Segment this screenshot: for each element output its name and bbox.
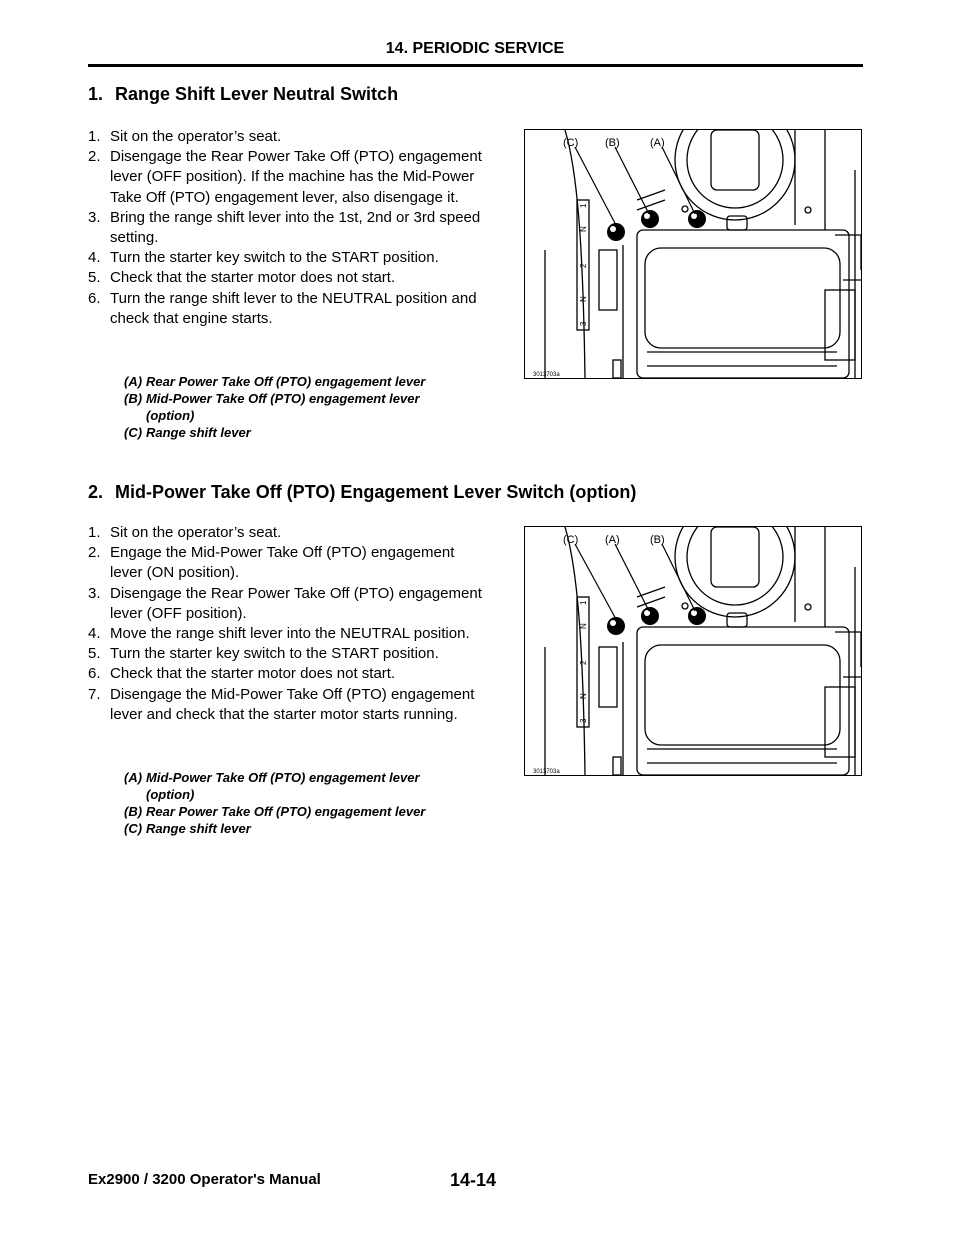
section-2-legend	[124, 769, 464, 837]
section-1-steps	[88, 127, 488, 329]
legend-key: (C)	[124, 425, 143, 440]
step-number: 6.	[88, 289, 101, 307]
step-text: Check that the starter motor does not start.	[110, 269, 396, 287]
callout-label: (B)	[650, 534, 665, 546]
section-title-text: Mid-Power Take Off (PTO) Engagement Lever Switch (option)	[115, 482, 637, 502]
gear-label: 3	[579, 321, 588, 326]
section-title-text: Range Shift Lever Neutral Switch	[115, 84, 399, 104]
step-number: 2.	[88, 148, 101, 166]
section-1-legend	[124, 373, 464, 441]
gear-label: N	[579, 623, 588, 629]
callout-label: (A)	[605, 534, 620, 546]
list-item	[88, 644, 488, 664]
list-item	[88, 127, 488, 147]
section-2-title	[88, 482, 636, 503]
legend-item	[124, 424, 464, 441]
list-item	[88, 624, 488, 644]
legend-item	[124, 820, 464, 837]
list-item	[88, 289, 488, 329]
gear-label: 1	[579, 203, 588, 208]
running-header: 14. PERIODIC SERVICE	[385, 40, 565, 57]
section-2-steps	[88, 523, 488, 725]
step-text: Turn the range shift lever to the NEUTRAL position and check that engine starts.	[110, 289, 477, 327]
gear-label: 1	[579, 600, 588, 605]
step-text: Move the range shift lever into the NEUTRAL position.	[110, 625, 470, 643]
footer-manual-title: Ex2900 / 3200 Operator's Manual	[88, 1171, 321, 1188]
step-text: Engage the Mid-Power Take Off (PTO) engagement lever (ON position).	[110, 544, 455, 582]
list-item	[88, 268, 488, 288]
list-item	[88, 523, 488, 543]
legend-text: Mid-Power Take Off (PTO) engagement lever (option)	[146, 770, 420, 802]
gear-label: N	[579, 226, 588, 232]
step-number: 3.	[88, 584, 101, 602]
legend-key: (B)	[124, 391, 143, 406]
legend-text: Range shift lever	[146, 425, 251, 440]
callout-label: (A)	[650, 137, 665, 149]
section-number: 1.	[88, 84, 104, 104]
gear-label: 3	[579, 718, 588, 723]
legend-text: Mid-Power Take Off (PTO) engagement lever (option)	[146, 391, 420, 423]
gear-label: 2	[579, 660, 588, 665]
legend-text: Rear Power Take Off (PTO) engagement lever	[146, 374, 426, 389]
step-text: Sit on the operator’s seat.	[110, 524, 282, 541]
callout-label: (C)	[563, 534, 579, 546]
step-text: Disengage the Rear Power Take Off (PTO) engagement lever (OFF position).	[110, 584, 482, 622]
list-item	[88, 208, 488, 248]
legend-item	[124, 390, 464, 424]
list-item	[88, 147, 488, 208]
step-number: 2.	[88, 544, 101, 562]
figure-2-lever-diagram	[524, 526, 862, 776]
legend-key: (A)	[124, 374, 143, 389]
legend-key: (C)	[124, 821, 143, 836]
list-item	[88, 584, 488, 624]
legend-text: Range shift lever	[146, 821, 251, 836]
step-text: Bring the range shift lever into the 1st, 2nd or 3rd speed setting.	[110, 208, 481, 247]
figure-code: 3013703a	[533, 372, 560, 378]
list-item	[88, 664, 488, 684]
step-text: Turn the starter key switch to the START position.	[110, 645, 439, 663]
callout-label: (B)	[605, 137, 620, 149]
step-number: 1.	[88, 524, 101, 541]
legend-item	[124, 769, 464, 803]
step-number: 3.	[88, 208, 101, 226]
step-text: Turn the starter key switch to the START position.	[110, 249, 439, 267]
figure-code: 3013703a	[533, 769, 560, 775]
section-number: 2.	[88, 482, 104, 502]
step-number: 5.	[88, 269, 101, 287]
legend-item	[124, 803, 464, 820]
step-number: 5.	[88, 645, 101, 663]
lever-line-drawing	[525, 527, 861, 775]
list-item	[88, 685, 488, 725]
step-number: 7.	[88, 685, 101, 703]
list-item	[88, 248, 488, 268]
step-number: 4.	[88, 249, 101, 267]
step-number: 6.	[88, 665, 101, 683]
gear-label: N	[579, 296, 588, 302]
step-text: Check that the starter motor does not start.	[110, 665, 396, 683]
callout-label: (C)	[563, 137, 579, 149]
legend-item	[124, 373, 464, 390]
figure-1-lever-diagram	[524, 129, 862, 379]
step-text: Disengage the Mid-Power Take Off (PTO) engagement lever and check that the starter motor starts running.	[110, 685, 475, 723]
legend-key: (B)	[124, 804, 143, 819]
footer-page-number: 14-14	[450, 1170, 497, 1190]
gear-label: N	[579, 693, 588, 699]
step-text: Sit on the operator’s seat.	[110, 128, 282, 145]
gear-label: 2	[579, 263, 588, 268]
lever-line-drawing	[525, 130, 861, 378]
section-1-title	[88, 84, 398, 105]
step-text: Disengage the Rear Power Take Off (PTO) engagement lever (OFF position). If the machine has the Mid-Power Take Off (PTO) engagement lever, also disengage it.	[110, 148, 482, 206]
legend-text: Rear Power Take Off (PTO) engagement lever	[146, 804, 426, 819]
header-rule	[88, 64, 863, 67]
list-item	[88, 543, 488, 583]
legend-key: (A)	[124, 770, 143, 785]
step-number: 4.	[88, 625, 101, 643]
step-number: 1.	[88, 128, 101, 145]
